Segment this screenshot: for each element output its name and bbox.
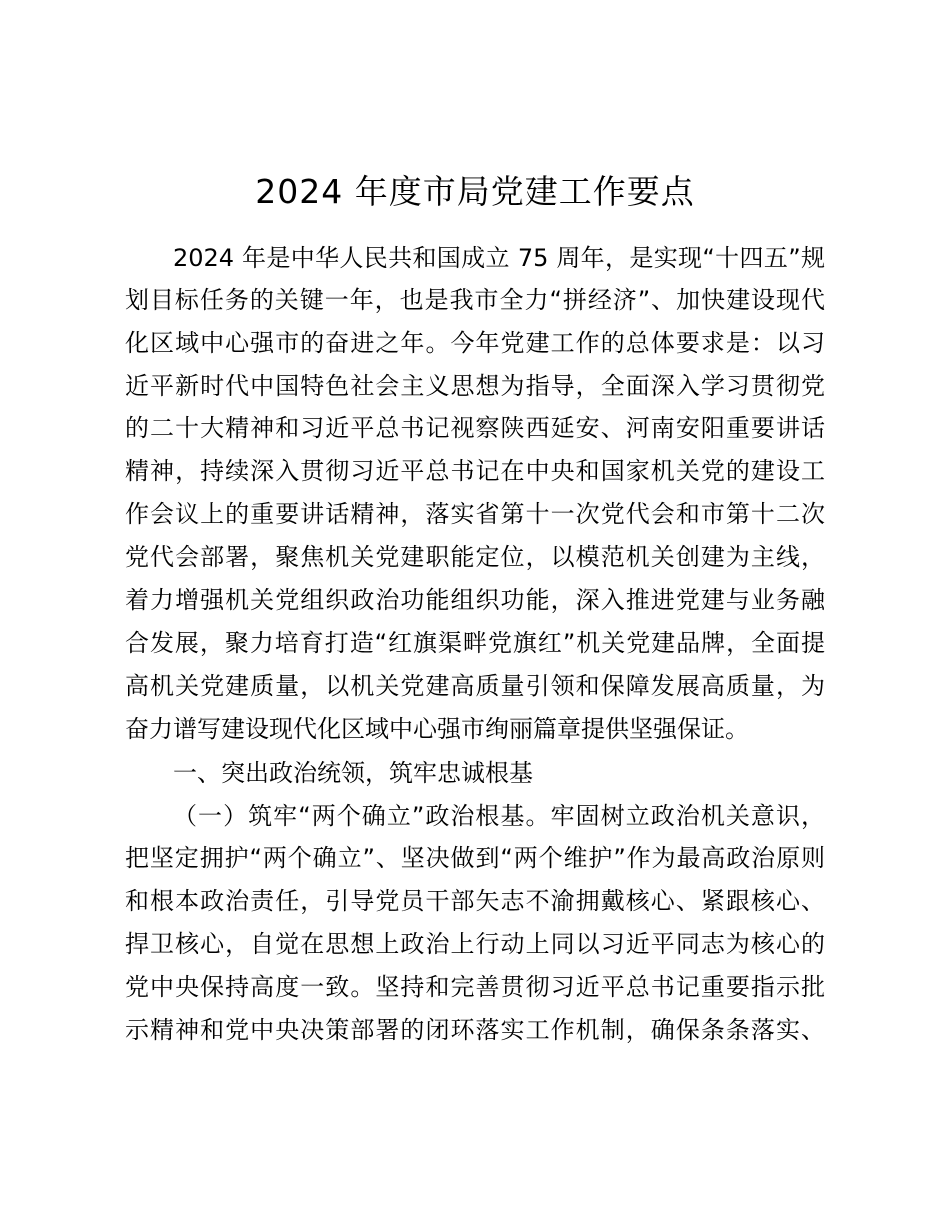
paragraph-line: 精神，持续深入贯彻习近平总书记在中央和国家机关党的建设工 (125, 457, 825, 485)
paragraph-line: 党中央保持高度一致。坚持和完善贯彻习近平总书记重要指示批 (125, 973, 825, 1001)
paragraph-line: 奋力谱写建设现代化区域中心强市绚丽篇章提供坚强保证。 (125, 715, 749, 743)
paragraph-line: 作会议上的重要讲话精神，落实省第十一次党代会和市第十二次 (125, 500, 825, 528)
section-heading: 一、突出政治统领，筑牢忠诚根基 (173, 759, 533, 787)
paragraph-line: 党代会部署，聚焦机关党建职能定位，以模范机关创建为主线， (125, 543, 825, 571)
paragraph-line: 示精神和党中央决策部署的闭环落实工作机制，确保条条落实、 (125, 1016, 825, 1044)
paragraph-line: 的二十大精神和习近平总书记视察陕西延安、河南安阳重要讲话 (125, 414, 825, 442)
paragraph-line: 化区域中心强市的奋进之年。今年党建工作的总体要求是：以习 (125, 329, 825, 357)
paragraph-line: 着力增强机关党组织政治功能组织功能，深入推进党建与业务融 (125, 586, 825, 614)
paragraph-line: 捍卫核心，自觉在思想上政治上行动上同以习近平同志为核心的 (125, 930, 825, 958)
paragraph-line: 高机关党建质量，以机关党建高质量引领和保障发展高质量，为 (125, 672, 825, 700)
paragraph-line: 划目标任务的关键一年，也是我市全力“拼经济”、加快建设现代 (125, 286, 825, 314)
document-title: 2024 年度市局党建工作要点 (255, 172, 695, 211)
paragraph-line: 合发展，聚力培育打造“红旗渠畔党旗红”机关党建品牌，全面提 (125, 629, 825, 657)
paragraph-line: （一）筑牢“两个确立”政治根基。牢固树立政治机关意识， (173, 802, 825, 830)
paragraph-line: 和根本政治责任，引导党员干部矢志不渝拥戴核心、紧跟核心、 (125, 887, 825, 915)
paragraph-line: 近平新时代中国特色社会主义思想为指导，全面深入学习贯彻党 (125, 372, 825, 400)
paragraph-line: 把坚定拥护“两个确立”、坚决做到“两个维护”作为最高政治原则 (125, 844, 825, 872)
paragraph-line: 2024 年是中华人民共和国成立 75 周年，是实现“十四五”规 (173, 244, 825, 272)
